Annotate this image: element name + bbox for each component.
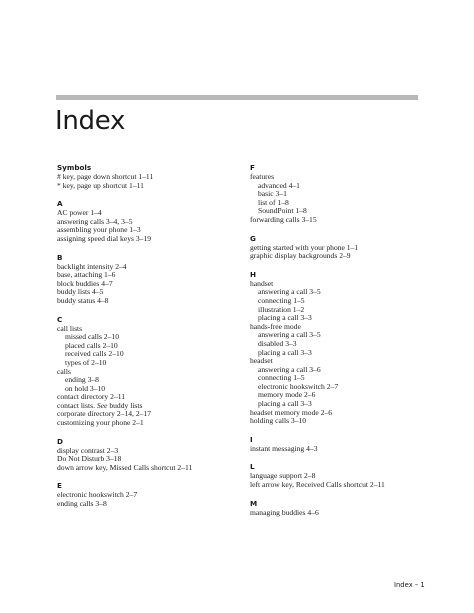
index-section xyxy=(250,462,425,489)
section-heading: I xyxy=(250,434,253,444)
index-column-right xyxy=(250,163,425,517)
index-entry: electronic hookswitch 2–7 xyxy=(57,490,138,500)
section-heading: B xyxy=(57,252,63,262)
index-subentry: illustration 1–2 xyxy=(258,304,305,314)
index-entry: contact lists. See buddy lists xyxy=(57,400,143,410)
index-entry: forwarding calls 3–15 xyxy=(250,214,317,224)
index-section xyxy=(57,315,237,428)
index-entry: managing buddies 4–6 xyxy=(250,507,319,517)
section-heading: C xyxy=(57,314,63,324)
index-subentry: answering a call 3–6 xyxy=(258,364,321,374)
index-section xyxy=(250,499,425,518)
index-entry: ending calls 3–8 xyxy=(57,499,107,509)
index-entry: corporate directory 2–14, 2–17 xyxy=(57,409,152,419)
index-section xyxy=(250,435,425,454)
index-entry: # key, page down shortcut 1–11 xyxy=(57,172,154,181)
index-entry: instant messaging 4–3 xyxy=(250,443,318,453)
index-section xyxy=(57,253,237,306)
index-entry: buddy lists 4–5 xyxy=(57,287,104,297)
index-subentry: on hold 3–10 xyxy=(65,383,106,393)
index-subentry: placing a call 3–3 xyxy=(258,399,312,409)
section-heading: M xyxy=(250,498,258,508)
index-entry: down arrow key, Missed Calls shortcut 2–11 xyxy=(57,462,193,472)
index-entry: display contrast 2–3 xyxy=(57,445,119,455)
index-entry: language support 2–8 xyxy=(250,471,316,481)
index-subentry: placing a call 3–3 xyxy=(258,313,312,323)
index-section xyxy=(250,234,425,261)
index-subentry: received calls 2–10 xyxy=(65,349,124,359)
index-subentry: SoundPoint 1–8 xyxy=(258,206,307,216)
index-entry: getting started with your phone 1–1 xyxy=(250,242,359,252)
index-entry: assigning speed dial keys 3–19 xyxy=(57,233,152,243)
index-subentry: answering a call 3–5 xyxy=(258,287,321,297)
index-subentry: answering a call 3–5 xyxy=(258,330,321,340)
index-entry: block buddies 4–7 xyxy=(57,278,113,288)
index-section xyxy=(250,163,425,225)
index-subentry: types of 2–10 xyxy=(65,357,107,367)
index-subentry: electronic hookswitch 2–7 xyxy=(258,381,339,391)
index-entry: headset memory mode 2–6 xyxy=(250,407,333,417)
page-title: Index xyxy=(55,106,126,136)
index-column-left xyxy=(57,163,237,509)
index-entry: headset xyxy=(250,356,273,366)
index-entry: left arrow key, Received Calls shortcut 2–11 xyxy=(250,480,385,490)
index-entry: holding calls 3–10 xyxy=(250,416,307,426)
index-subentry: placed calls 2–10 xyxy=(65,340,118,350)
index-entry: hands-free mode xyxy=(250,321,301,331)
page-footer: Index – 1 xyxy=(394,581,425,589)
section-heading: F xyxy=(250,163,255,172)
index-subentry: advanced 4–1 xyxy=(258,180,300,190)
section-heading: A xyxy=(57,199,63,209)
index-section xyxy=(57,199,237,243)
section-heading: G xyxy=(250,233,256,243)
index-entry: Do Not Disturb 3–18 xyxy=(57,454,122,464)
section-heading: Symbols xyxy=(57,163,92,172)
index-section xyxy=(57,437,237,473)
index-entry: graphic display backgrounds 2–9 xyxy=(250,251,351,261)
index-subentry: placing a call 3–3 xyxy=(258,347,312,357)
index-entry: assembling your phone 1–3 xyxy=(57,225,141,235)
index-entry: base, attaching 1–6 xyxy=(57,270,116,280)
index-subentry: disabled 3–3 xyxy=(258,338,297,348)
index-section xyxy=(250,270,425,426)
index-entry: backlight intensity 2–4 xyxy=(57,261,127,271)
index-entry: handset xyxy=(250,278,274,288)
index-entry: AC power 1–4 xyxy=(57,208,102,218)
index-entry: customizing your phone 2–1 xyxy=(57,418,144,428)
index-entry: contact directory 2–11 xyxy=(57,392,126,402)
index-subentry: connecting 1–5 xyxy=(258,373,305,383)
title-rule xyxy=(56,95,418,100)
index-entry: buddy status 4–8 xyxy=(57,295,109,305)
index-entry: call lists xyxy=(57,323,83,333)
section-heading: D xyxy=(57,436,63,446)
index-entry: calls xyxy=(57,366,71,376)
section-heading: L xyxy=(250,462,255,472)
section-heading: E xyxy=(57,481,62,491)
index-subentry: memory mode 2–6 xyxy=(258,390,316,400)
index-section xyxy=(57,481,237,508)
index-entry: features xyxy=(250,172,275,181)
index-entry: * key, page up shortcut 1–11 xyxy=(57,180,144,190)
index-subentry: list of 1–8 xyxy=(258,197,289,207)
index-entry: answering calls 3–4, 3–5 xyxy=(57,216,133,226)
index-subentry: missed calls 2–10 xyxy=(65,332,119,342)
index-subentry: ending 3–8 xyxy=(65,375,99,385)
section-heading: H xyxy=(250,269,257,279)
index-section xyxy=(57,163,237,190)
index-subentry: basic 3–1 xyxy=(258,189,287,199)
index-subentry: connecting 1–5 xyxy=(258,295,305,305)
